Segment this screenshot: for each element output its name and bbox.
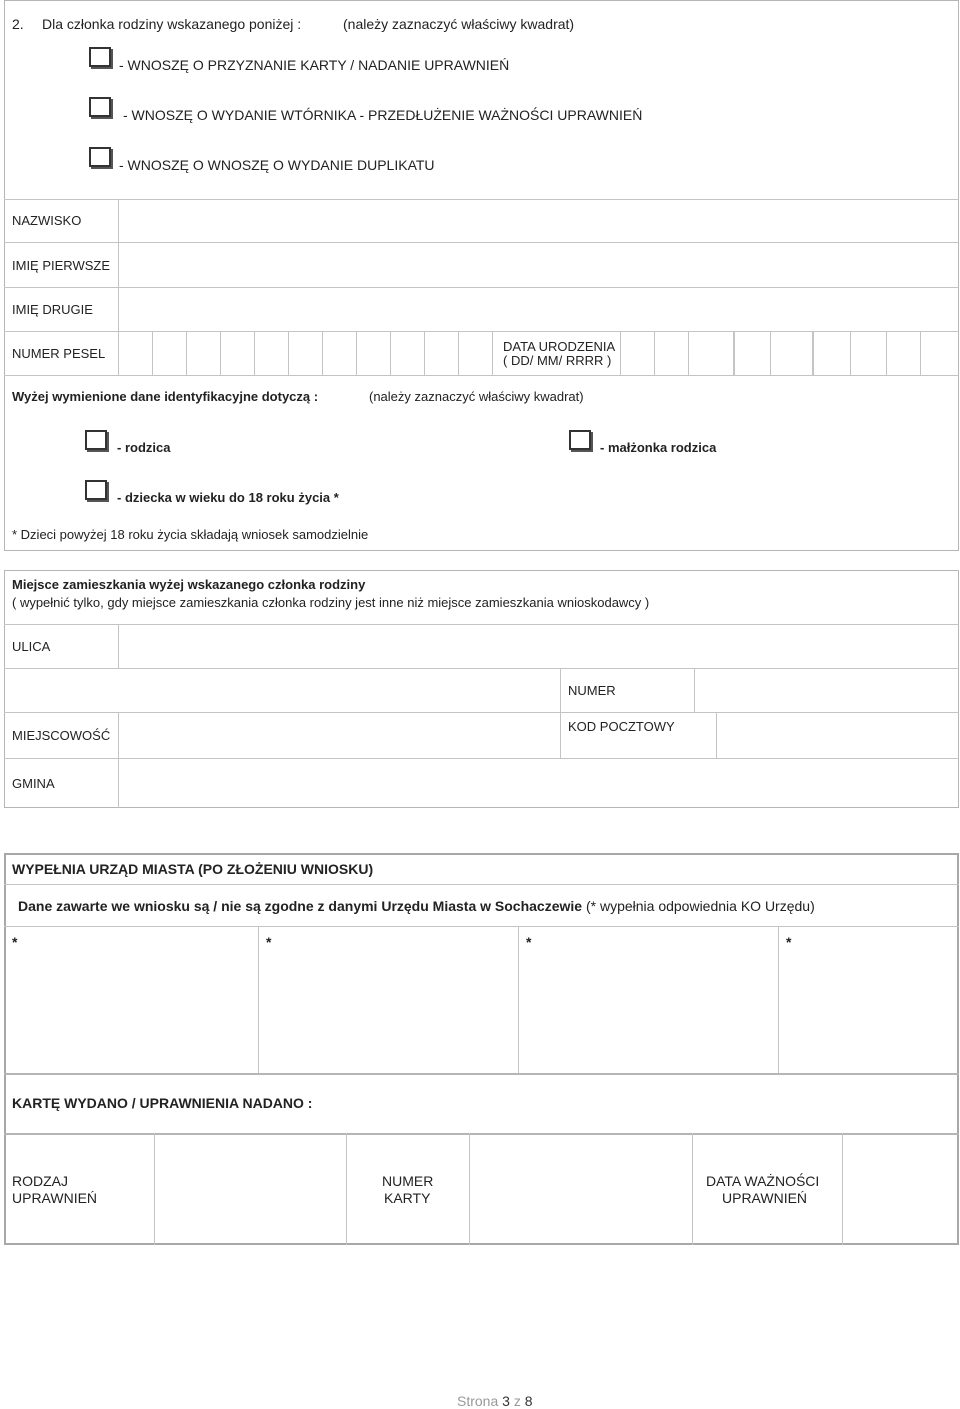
option-new-card-label: - WNOSZĘ O PRZYZNANIE KARTY / NADANIE UPRAWNIEŃ — [119, 57, 510, 73]
section-hint: (należy zaznaczyć właściwy kwadrat) — [343, 16, 575, 32]
office-star-3: * — [526, 934, 532, 950]
first-name-label: IMIĘ PIERWSZE — [12, 258, 110, 273]
number-label: NUMER — [568, 683, 616, 698]
office-star-2: * — [266, 934, 272, 950]
validity-label-line2: UPRAWNIEŃ — [722, 1190, 808, 1206]
option-duplicate-label: - WNOSZĘ O WNOSZĘ O WYDANIE DUPLIKATU — [119, 157, 435, 173]
option-renewal-checkbox[interactable] — [89, 97, 111, 117]
relation-hint: (należy zaznaczyć właściwy kwadrat) — [369, 389, 584, 404]
office-star-4: * — [786, 934, 792, 950]
section-title: Dla członka rodziny wskazanego poniżej : — [42, 16, 302, 32]
birth-date-format: ( DD/ MM/ RRRR ) — [503, 353, 612, 368]
birth-date-label: DATA URODZENIA — [503, 339, 616, 354]
relation-child-checkbox[interactable] — [85, 480, 107, 500]
number-field[interactable] — [696, 670, 956, 711]
office-statement — [18, 898, 815, 914]
second-name-label: IMIĘ DRUGIE — [12, 302, 93, 317]
relation-note: * Dzieci powyżej 18 roku życia składają wniosek samodzielnie — [12, 527, 369, 542]
relation-child-label: - dziecka w wieku do 18 roku życia * — [117, 490, 339, 505]
office-cell-1[interactable] — [6, 950, 256, 1070]
office-cell-4[interactable] — [780, 950, 956, 1070]
relation-spouse-label: - małżonka rodzica — [600, 440, 717, 455]
postal-code-label: KOD POCZTOWY — [568, 719, 675, 734]
option-duplicate-checkbox[interactable] — [89, 147, 111, 167]
commune-label: GMINA — [12, 776, 55, 791]
residence-title: Miejsce zamieszkania wyżej wskazanego członka rodziny — [12, 577, 366, 592]
footer-separator: z — [513, 1393, 521, 1409]
page-footer — [457, 1393, 533, 1409]
validity-field[interactable] — [844, 1135, 956, 1243]
validity-label-line1: DATA WAŻNOŚCI — [706, 1173, 820, 1189]
commune-field[interactable] — [120, 760, 956, 806]
second-name-field[interactable] — [120, 289, 956, 330]
pesel-label: NUMER PESEL — [12, 346, 106, 361]
office-title: WYPEŁNIA URZĄD MIASTA (PO ZŁOŻENIU WNIOSKU) — [12, 861, 374, 877]
option-renewal-label: - WNOSZĘ O WYDANIE WTÓRNIKA - PRZEDŁUŻENIE WAŻNOŚCI UPRAWNIEŃ — [123, 107, 643, 123]
office-cell-2[interactable] — [260, 950, 516, 1070]
office-statement-note: (* wypełnia odpowiednia KO Urzędu) — [585, 898, 815, 914]
card-number-label-line2: KARTY — [384, 1190, 431, 1206]
kind-field[interactable] — [156, 1135, 344, 1243]
relation-parent-checkbox[interactable] — [85, 430, 107, 450]
postal-code-field[interactable] — [718, 714, 956, 757]
relation-title: Wyżej wymienione dane identyfikacyjne dotyczą : — [12, 389, 319, 404]
footer-label: Strona — [457, 1393, 499, 1409]
kind-label-line2: UPRAWNIEŃ — [12, 1190, 98, 1206]
residence-subtitle: ( wypełnić tylko, gdy miejsce zamieszkania członka rodziny jest inne niż miejsce zamieszkania wnioskodawcy ) — [12, 595, 650, 610]
street-label: ULICA — [12, 639, 51, 654]
footer-total-pages: 8 — [524, 1393, 533, 1409]
office-cell-3[interactable] — [520, 950, 776, 1070]
city-label: MIEJSCOWOŚĆ — [12, 728, 111, 743]
first-name-field[interactable] — [120, 244, 956, 286]
footer-current-page: 3 — [502, 1393, 510, 1409]
street-field[interactable] — [120, 626, 956, 667]
relation-spouse-checkbox[interactable] — [569, 430, 591, 450]
card-number-label-line1: NUMER — [382, 1173, 434, 1189]
section-number: 2. — [12, 16, 24, 32]
card-number-field[interactable] — [471, 1135, 690, 1243]
option-new-card-checkbox[interactable] — [89, 47, 111, 67]
surname-label: NAZWISKO — [12, 213, 82, 228]
issued-label: KARTĘ WYDANO / UPRAWNIENIA NADANO : — [12, 1095, 313, 1111]
relation-parent-label: - rodzica — [117, 440, 171, 455]
kind-label-line1: RODZAJ — [12, 1173, 68, 1189]
office-star-1: * — [12, 934, 18, 950]
surname-field[interactable] — [120, 201, 956, 241]
city-field[interactable] — [120, 714, 558, 757]
office-statement-main: Dane zawarte we wniosku są / nie są zgodne z danymi Urzędu Miasta w Sochaczewie — [18, 898, 583, 914]
